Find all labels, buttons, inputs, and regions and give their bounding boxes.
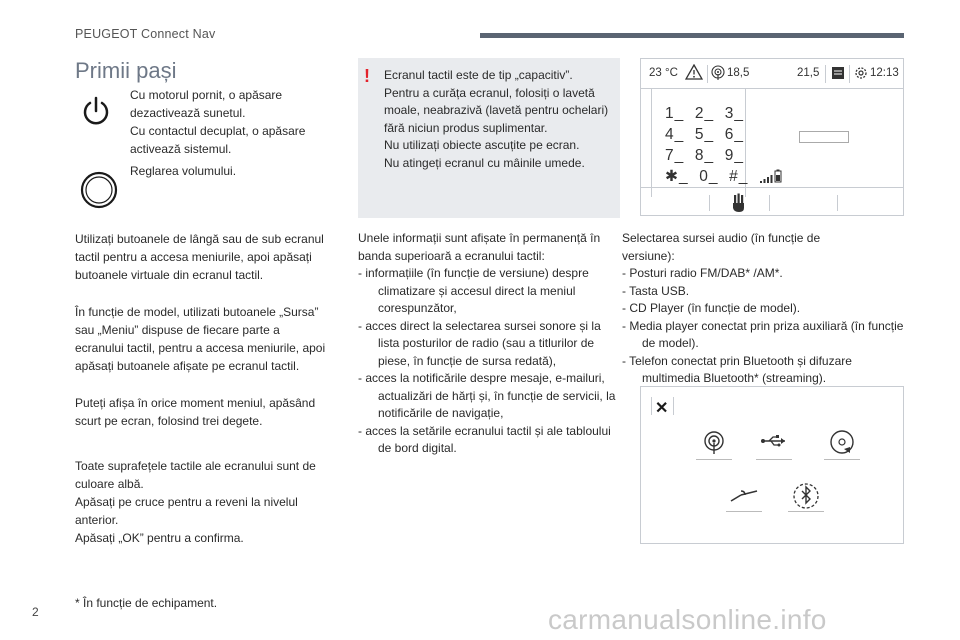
text-line: banda superioară a ecranului tactil: (358, 248, 545, 263)
text-line: scurt pe ecran, folosind trei degete. (75, 414, 263, 428)
radio-source-icon[interactable] (711, 65, 725, 84)
list-item: - acces la setările ecranului tactil și ale tabloului de bord digital. (358, 423, 611, 455)
list-item: - Media player conectat prin priza auxiliară (în funcție de model). (622, 318, 904, 350)
text-line: Toate suprafețele tactile ale ecranului sunt de (75, 459, 316, 473)
permanent-info-section (358, 230, 620, 458)
text-line: Unele informații sunt afișate în permanență în (358, 231, 601, 245)
footnote: * În funcție de echipament. (75, 596, 218, 610)
divider (709, 195, 710, 211)
text-line: sau „Meniu” dispuse de fiecare parte a (75, 323, 280, 337)
clock-time: 12:13 (870, 67, 899, 79)
volume-info-row (75, 162, 340, 206)
list-item: - acces direct la selectarea sursei sonore și la lista posturilor de radio (sau a titlurilor de piese, în funcție de sursa redată), (358, 318, 601, 368)
text-line: anterior. (75, 513, 119, 527)
list-item: - Telefon conectat prin Bluetooth și difuzare multimedia Bluetooth* (streaming). (622, 353, 852, 385)
divider (825, 65, 826, 83)
close-icon[interactable]: ✕ (655, 400, 669, 417)
paragraph-source-menu (75, 303, 350, 375)
list-item: - CD Player (în funcție de model). (622, 301, 801, 315)
notifications-icon[interactable] (831, 66, 845, 83)
cd-source-button-icon[interactable] (825, 427, 859, 461)
text-line: ecranului tactil, pentru a accesa meniurile, apoi (75, 341, 326, 355)
power-description (130, 86, 340, 158)
text-line: fără niciun produs suplimentar. (384, 120, 548, 135)
status-bar (641, 59, 903, 89)
divider (824, 459, 860, 460)
list-item: - Tasta USB. (622, 283, 690, 298)
warning-text (384, 67, 618, 172)
settings-gear-icon[interactable] (853, 65, 869, 84)
aux-source-button-icon[interactable] (727, 479, 761, 513)
page-number: 2 (32, 605, 39, 619)
number-field[interactable] (799, 131, 849, 143)
text-line: Ecranul tactil este de tip „capacitiv”. (384, 68, 573, 82)
battery-icon (774, 169, 782, 188)
section-title: Primii pași (75, 58, 177, 83)
header-bar (480, 33, 904, 38)
text-line: butoanele virtuale din ecranul tactil. (75, 268, 264, 282)
keypad-row[interactable]: 7_ 8_ 9_ (665, 147, 744, 164)
list-item: - Posturi radio FM/DAB* /AM*. (622, 266, 783, 280)
list-item: - acces la notificările despre mesaje, e-mailuri, actualizări de hărți și, în funcție de servicii, la notificările de navigație, (358, 371, 616, 420)
three-finger-touch-icon (731, 193, 747, 218)
power-icon (75, 86, 119, 130)
paragraph-buttons (75, 230, 350, 284)
paragraph-touch-surfaces (75, 457, 350, 547)
divider (651, 89, 652, 197)
power-info-row (75, 86, 340, 158)
divider (696, 459, 732, 460)
power-line: Cu motorul pornit, o apăsare (130, 88, 283, 102)
radio-source-button-icon[interactable] (697, 427, 731, 461)
phone-keypad[interactable] (665, 103, 748, 187)
warning-icon: ! (364, 66, 370, 86)
text-line: apăsați butoanele afișate pe ecranul tactil. (75, 359, 300, 373)
power-line: Cu contactul decuplat, o apăsare (130, 124, 306, 138)
power-line: activează sistemul. (130, 142, 232, 156)
usb-source-button-icon[interactable] (757, 427, 791, 461)
keypad-row[interactable]: 4_ 5_ 6_ (665, 126, 744, 143)
list-item: - informațiile (în funcție de versiune) despre climatizare și accesul direct la meniul corespunzător, (358, 266, 589, 315)
text-line: Puteți afișa în orice moment meniul, apăsând (75, 396, 316, 410)
divider (756, 459, 792, 460)
text-line: moale, neabrazivă (lavetă pentru ochelari) (384, 103, 609, 117)
volume-description: Reglarea volumului. (130, 164, 237, 178)
text-line: Apăsați pe cruce pentru a reveni la nivelul (75, 495, 298, 509)
temperature-mid[interactable]: 18,5 (727, 67, 750, 79)
divider (849, 65, 850, 83)
divider (726, 511, 762, 512)
text-line: versiune): (622, 248, 675, 263)
divider (641, 187, 903, 188)
watermark: carmanualsonline.info (548, 604, 827, 635)
divider (673, 397, 674, 415)
audio-source-section (622, 230, 904, 388)
keypad-row[interactable]: 1_ 2_ 3_ (665, 105, 744, 122)
volume-knob-icon (75, 162, 119, 206)
divider (707, 65, 708, 83)
keypad-row[interactable]: ✱_ 0_ #_ (665, 168, 749, 185)
divider (837, 195, 838, 211)
text-line: În funcție de model, utilizati butoanele „Sursa” (75, 305, 319, 319)
text-line: Selectarea sursei audio (în funcție de (622, 231, 821, 245)
divider (769, 195, 770, 211)
divider (788, 511, 824, 512)
text-line: Utilizați butoanele de lângă sau de sub ecranul (75, 232, 324, 246)
temperature-left[interactable]: 23 °C (649, 67, 678, 79)
warning-triangle-icon[interactable] (685, 64, 703, 83)
text-line: Apăsați „OK” pentru a confirma. (75, 531, 244, 545)
header-title: PEUGEOT Connect Nav (75, 27, 216, 41)
text-line: culoare albă. (75, 477, 144, 491)
touchscreen-source-illustration (640, 386, 904, 544)
bluetooth-source-button-icon[interactable] (789, 479, 823, 513)
text-line: Nu atingeți ecranul cu mâinile umede. (384, 155, 585, 170)
touchscreen-keypad-illustration (640, 58, 904, 216)
power-line: dezactivează sunetul. (130, 106, 246, 120)
text-line: tactil pentru a accesa meniurile, apoi apăsați (75, 250, 312, 264)
text-line: Nu utilizați obiecte ascuțite pe ecran. (384, 138, 580, 152)
paragraph-three-fingers (75, 394, 350, 430)
divider (651, 397, 652, 415)
text-line: Pentru a curăța ecranul, folosiți o lavetă (384, 85, 595, 100)
temperature-right[interactable]: 21,5 (797, 67, 820, 79)
